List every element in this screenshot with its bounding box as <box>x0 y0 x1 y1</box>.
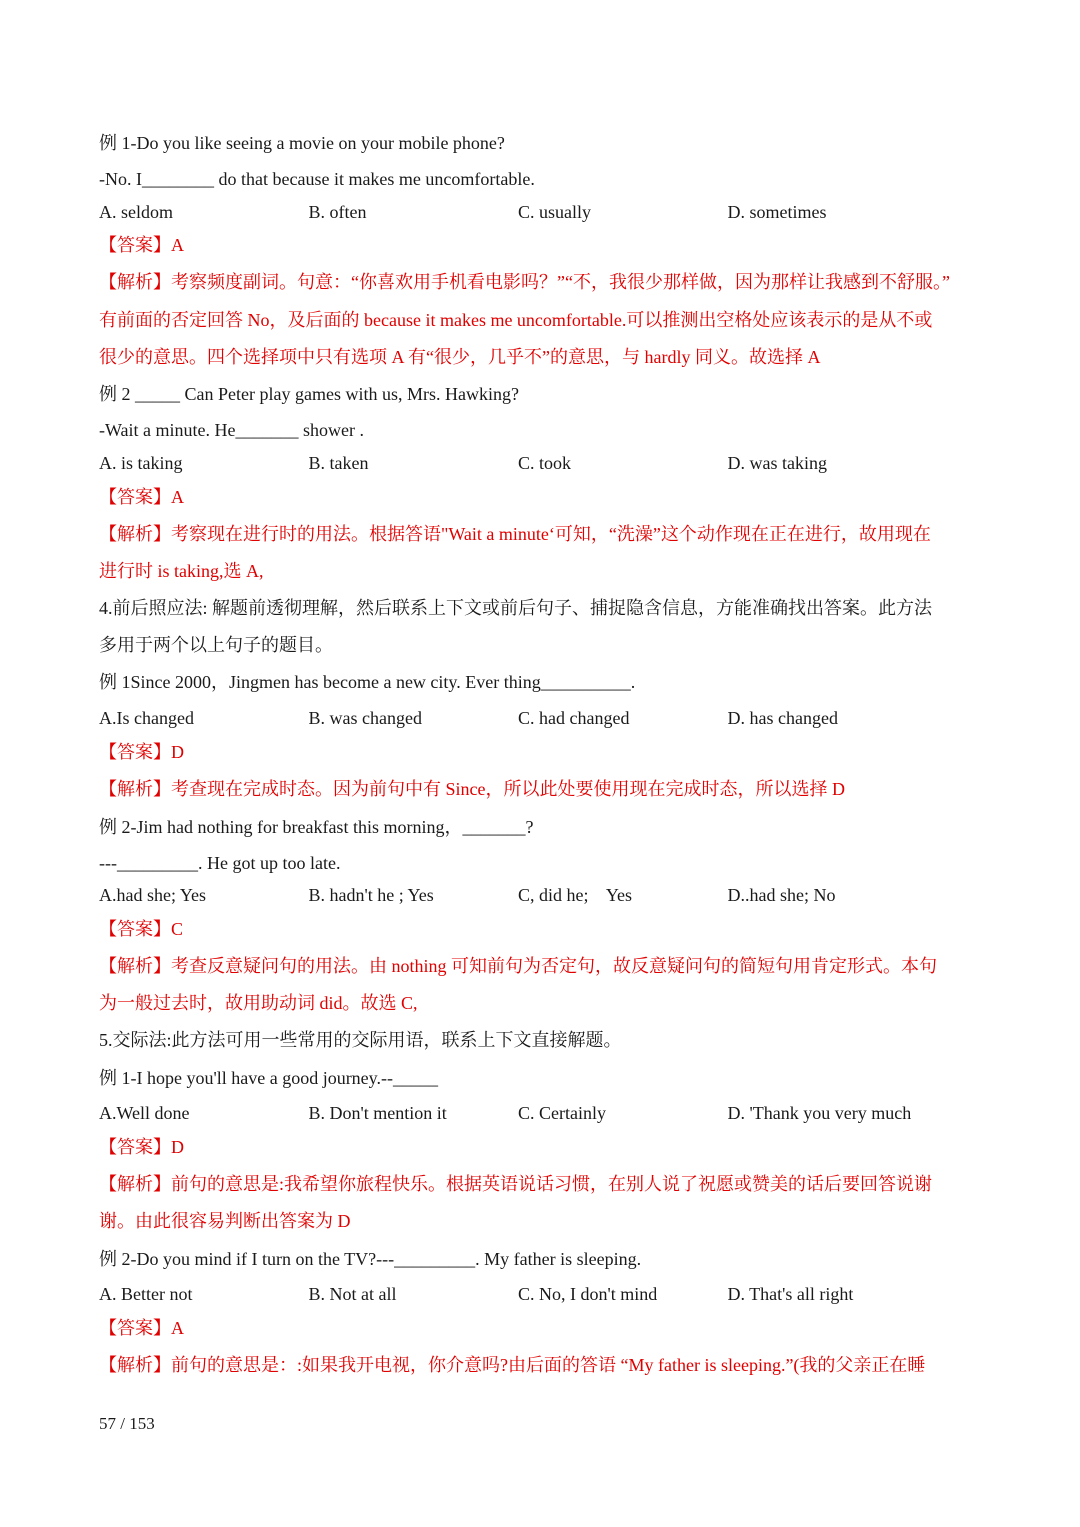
page-number: 57 / 153 <box>99 1414 155 1433</box>
answer-line: 【答案】A <box>99 1318 184 1338</box>
option-a: A.had she; Yes <box>99 885 207 905</box>
option-d: D. 'Thank you very much <box>727 1103 912 1123</box>
question-line: ---_________. He got up too late. <box>99 853 341 873</box>
question-stem: 例 2-Do you mind if I turn on the TV?---_________. My father is sleeping. <box>99 1249 642 1269</box>
explanation-line: 为一般过去时，故用助动词 did。故选 C, <box>99 993 418 1013</box>
question-stem: 例 1-I hope you'll have a good journey.--_____ <box>99 1068 438 1088</box>
answer-line: 【答案】C <box>99 919 184 939</box>
explanation-line: 【解析】前句的意思是：:如果我开电视，你介意吗?由后面的答语 “My father is sleeping.”(我的父亲正在睡 <box>99 1355 926 1375</box>
option-c: C. usually <box>518 202 592 222</box>
option-c: C. had changed <box>518 708 630 728</box>
option-a: A.Well done <box>99 1103 190 1123</box>
option-b: B. Not at all <box>308 1284 397 1304</box>
explanation-line: 【解析】考察现在进行时的用法。根据答语"Wait a minute‘可知，“洗澡”这个动作现在正在进行，故用现在 <box>99 524 931 544</box>
option-d: D..had she; No <box>727 885 836 905</box>
options-row <box>99 883 983 907</box>
option-a: A. Better not <box>99 1284 193 1304</box>
question-line: -Wait a minute. He_______ shower . <box>99 420 364 440</box>
section-text: 多用于两个以上句子的题目。 <box>99 635 333 655</box>
answer-line: 【答案】D <box>99 1137 184 1157</box>
options-row <box>99 451 983 475</box>
option-d: D. has changed <box>727 708 838 728</box>
answer-line: 【答案】A <box>99 235 184 255</box>
explanation-line: 很少的意思。四个选择项中只有选项 A 有“很少，几乎不”的意思，与 hardly 同义。故选择 A <box>99 347 821 367</box>
explanation-line: 【解析】考察频度副词。句意：“你喜欢用手机看电影吗？”“不，我很少那样做，因为那样让我感到不舒服。” <box>99 272 950 292</box>
explanation-line: 有前面的否定回答 No，及后面的 because it makes me uncomfortable.可以推测出空格处应该表示的是从不或 <box>99 310 933 330</box>
options-row <box>99 200 983 224</box>
answer-line: 【答案】A <box>99 487 184 507</box>
option-a: A. seldom <box>99 202 173 222</box>
option-d: D. sometimes <box>727 202 827 222</box>
option-c: C, did he; Yes <box>518 885 633 905</box>
option-b: B. Don't mention it <box>308 1103 447 1123</box>
explanation-line: 【解析】考查反意疑问句的用法。由 nothing 可知前句为否定句，故反意疑问句的简短句用肯定形式。本句 <box>99 956 937 976</box>
options-row <box>99 1282 983 1306</box>
option-a: A. is taking <box>99 453 183 473</box>
option-d: D. That's all right <box>727 1284 854 1304</box>
option-b: B. taken <box>308 453 369 473</box>
question-stem: 例 1Since 2000，Jingmen has become a new city. Ever thing__________. <box>99 672 636 692</box>
answer-line: 【答案】D <box>99 742 184 762</box>
explanation-line: 【解析】前句的意思是:我希望你旅程快乐。根据英语说话习惯，在别人说了祝愿或赞美的话后要回答说谢 <box>99 1174 932 1194</box>
explanation-line: 进行时 is taking,选 A, <box>99 561 264 581</box>
option-b: B. hadn't he ; Yes <box>308 885 434 905</box>
option-d: D. was taking <box>727 453 827 473</box>
section-heading: 4.前后照应法: 解题前透彻理解，然后联系上下文或前后句子、捕捉隐含信息，方能准确找出答案。此方法 <box>99 598 932 618</box>
options-row <box>99 706 983 730</box>
explanation-line: 谢。由此很容易判断出答案为 D <box>99 1211 351 1231</box>
question-stem: 例 2-Jim had nothing for breakfast this morning，_______? <box>99 817 534 837</box>
option-b: B. was changed <box>308 708 422 728</box>
option-a: A.Is changed <box>99 708 194 728</box>
options-row <box>99 1101 983 1125</box>
question-stem: 例 1-Do you like seeing a movie on your mobile phone? <box>99 133 505 153</box>
explanation-line: 【解析】考查现在完成时态。因为前句中有 Since，所以此处要使用现在完成时态，所以选择 D <box>99 779 845 799</box>
section-heading: 5.交际法:此方法可用一些常用的交际用语，联系上下文直接解题。 <box>99 1030 622 1050</box>
option-c: C. took <box>518 453 572 473</box>
option-b: B. often <box>308 202 367 222</box>
question-stem: 例 2 _____ Can Peter play games with us, Mrs. Hawking? <box>99 384 519 404</box>
question-line: -No. I________ do that because it makes me uncomfortable. <box>99 169 535 189</box>
option-c: C. No, I don't mind <box>518 1284 658 1304</box>
option-c: C. Certainly <box>518 1103 606 1123</box>
